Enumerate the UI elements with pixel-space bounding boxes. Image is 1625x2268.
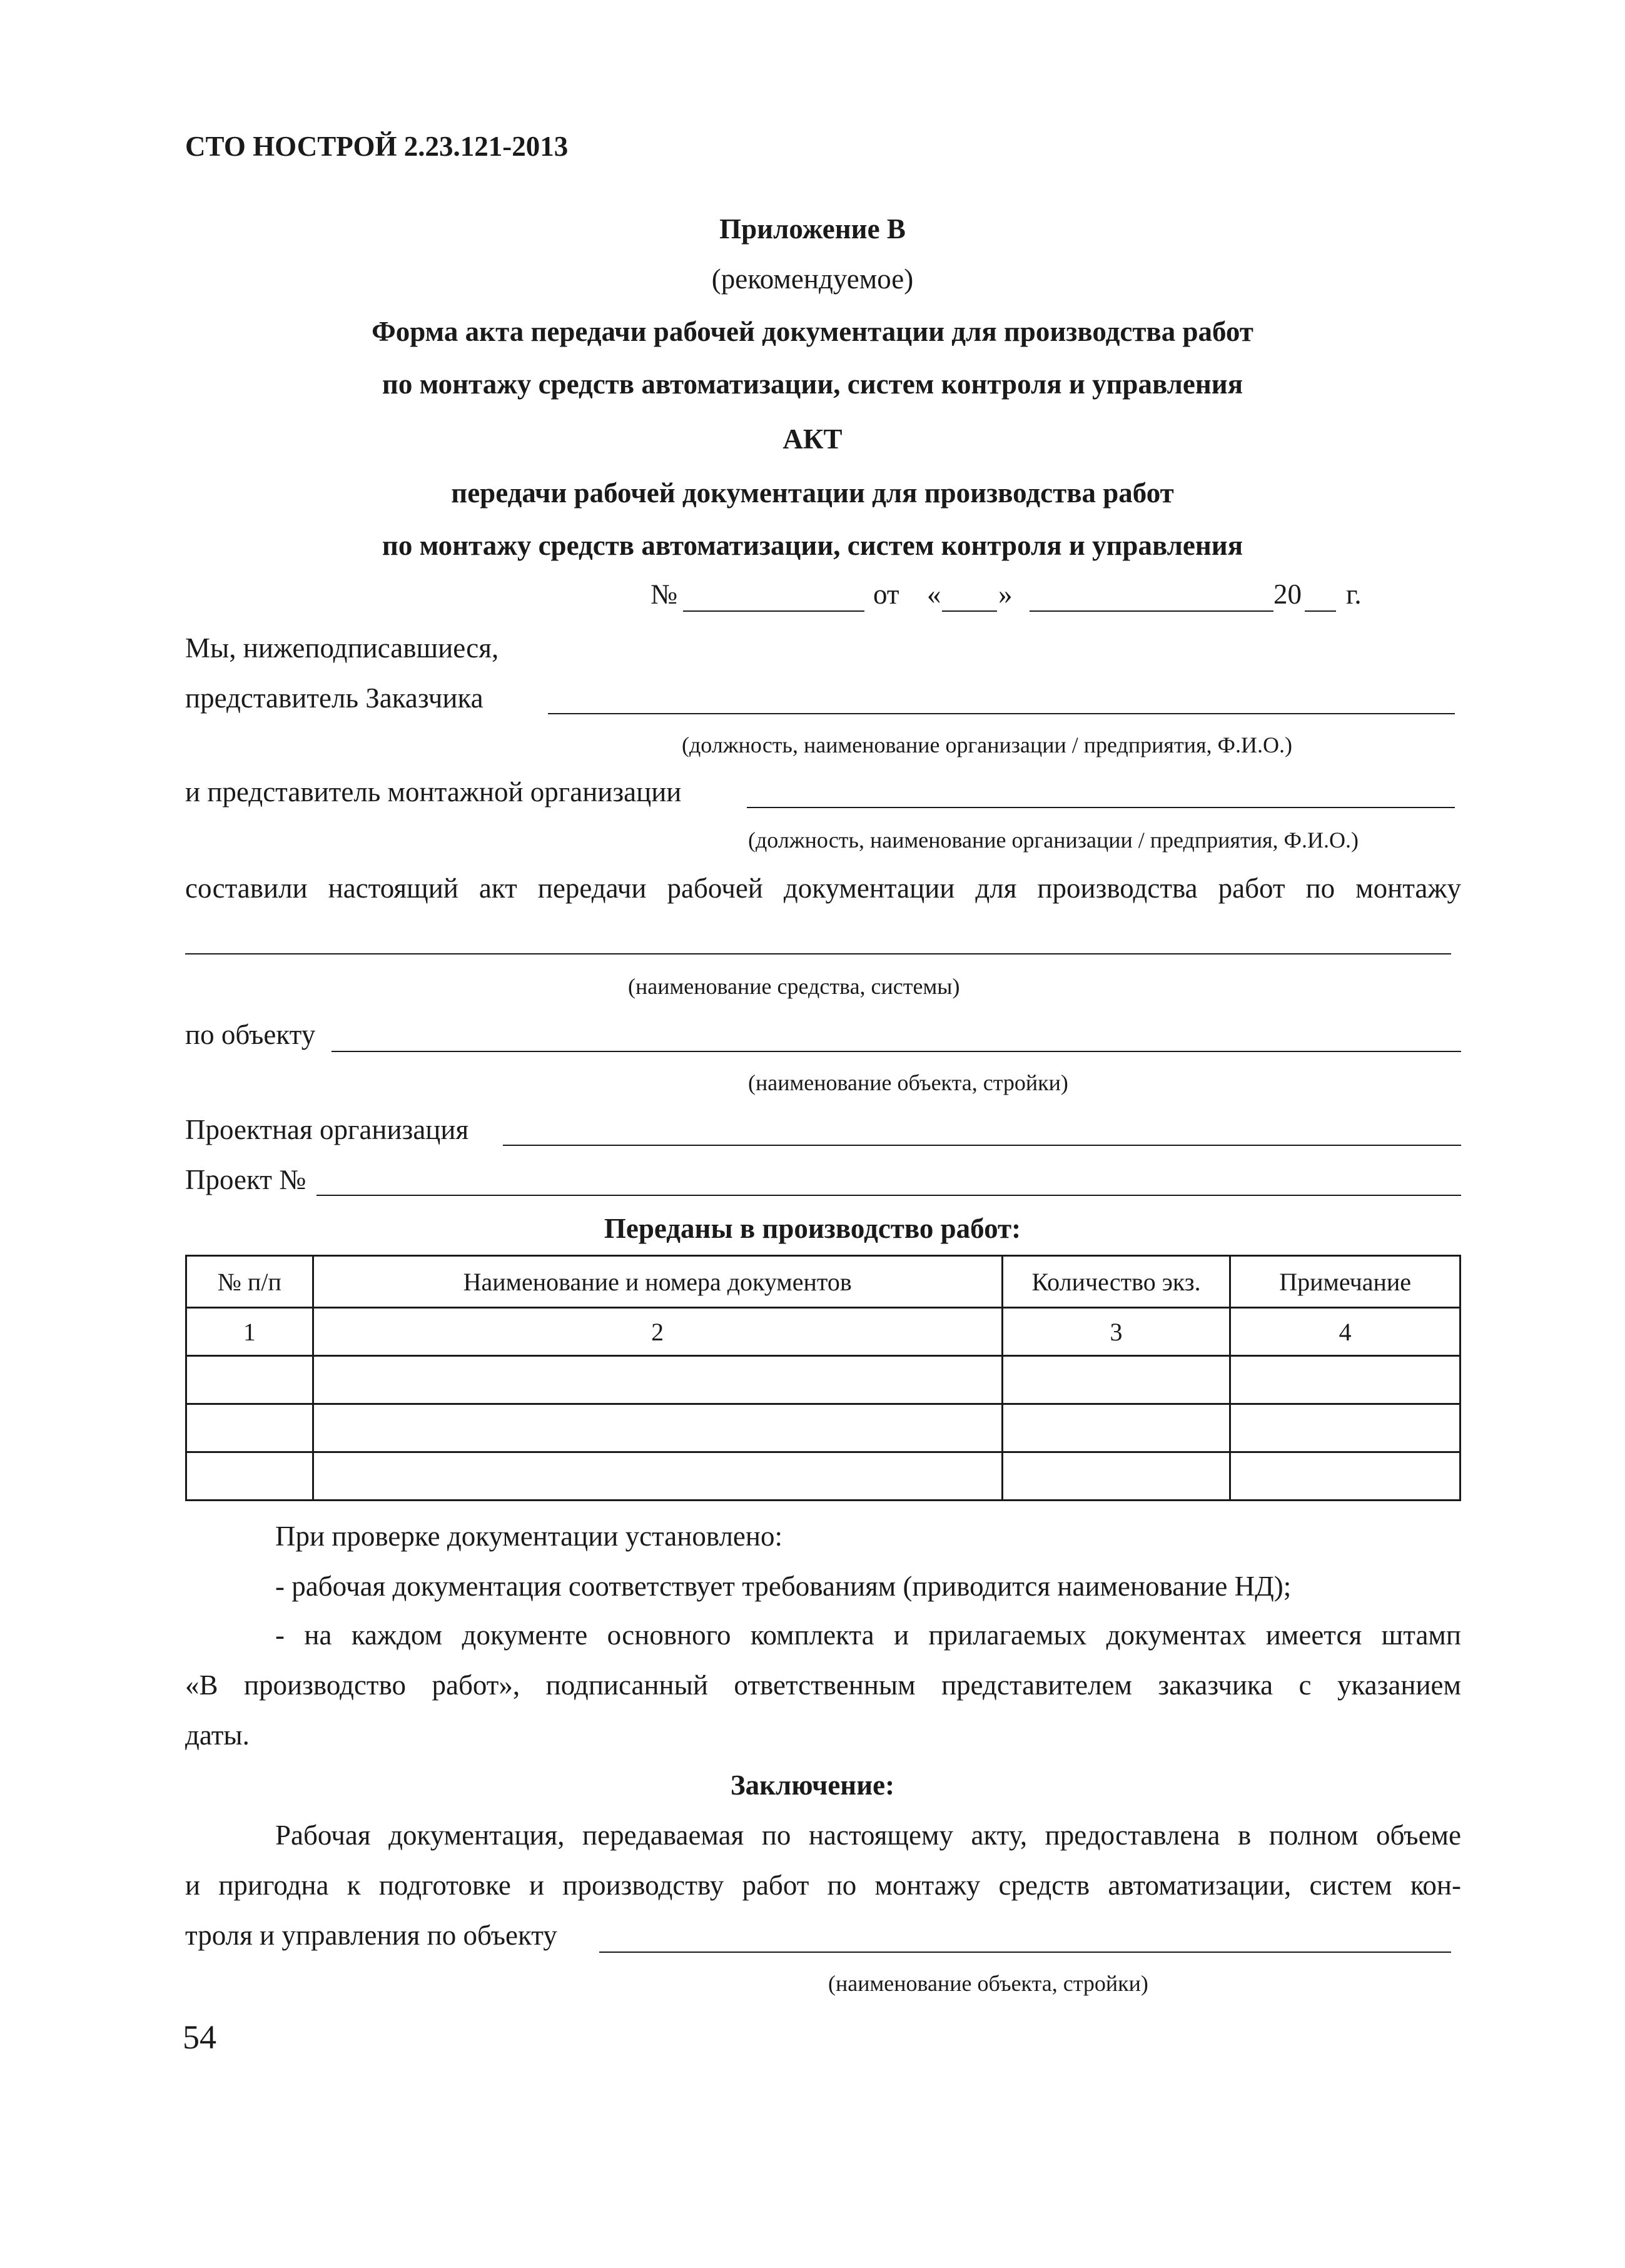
findings-item-2-line-2: «В производство работ», подписанный ответственным представителем заказчика с указанием xyxy=(185,1669,1461,1701)
conclusion-title: Заключение: xyxy=(730,1769,895,1801)
composed-text: составили настоящий акт передачи рабочей документации для производства работ по монтажу xyxy=(185,873,1461,904)
design-org-field[interactable] xyxy=(503,1145,1461,1146)
design-org-label: Проектная организация xyxy=(185,1114,469,1145)
appendix-status: (рекомендуемое) xyxy=(711,263,914,295)
header-copies: Количество экз. xyxy=(1002,1256,1230,1308)
date-quote-open: « xyxy=(927,579,941,610)
table-cell[interactable] xyxy=(186,1404,313,1452)
we-signed-text: Мы, нижеподписавшиеся, xyxy=(185,632,499,664)
findings-item-1: - рабочая документация соответствует требованиям (приводится наименование НД); xyxy=(275,1571,1292,1602)
appendix-title: Приложение В xyxy=(719,213,906,245)
column-number-1: 1 xyxy=(186,1308,313,1356)
header-note: Примечание xyxy=(1230,1256,1460,1308)
conclusion-line-1: Рабочая документация, передаваемая по настоящему акту, предоставлена в полном объеме xyxy=(275,1820,1461,1851)
findings-item-2-line-3: даты. xyxy=(185,1719,250,1751)
findings-intro: При проверке документации установлено: xyxy=(275,1521,782,1552)
installer-rep-label: и представитель монтажной организации xyxy=(185,776,682,807)
table-title: Переданы в производство работ: xyxy=(604,1213,1021,1244)
table-cell[interactable] xyxy=(1230,1356,1460,1404)
date-month-field[interactable] xyxy=(1030,610,1273,612)
act-number-field[interactable] xyxy=(683,610,864,612)
standard-code: СТО НОСТРОЙ 2.23.121-2013 xyxy=(185,131,569,162)
installer-rep-field[interactable] xyxy=(747,807,1455,808)
page-number: 54 xyxy=(183,2018,216,2056)
act-subtitle-line-1: передачи рабочей документации для производства работ xyxy=(451,477,1174,509)
date-day-field[interactable] xyxy=(942,610,997,612)
table-row xyxy=(186,1356,1460,1404)
table-cell[interactable] xyxy=(1230,1452,1460,1501)
table-cell[interactable] xyxy=(1230,1404,1460,1452)
form-title-line-1: Форма акта передачи рабочей документации для производства работ xyxy=(372,316,1253,347)
date-from-label: от xyxy=(873,579,899,610)
object-field[interactable] xyxy=(332,1051,1461,1052)
table-header-row xyxy=(186,1256,1460,1308)
date-quote-close: » xyxy=(998,579,1013,610)
table-cell[interactable] xyxy=(186,1356,313,1404)
act-subtitle-line-2: по монтажу средств автоматизации, систем контроля и управления xyxy=(382,530,1243,561)
conclusion-object-field[interactable] xyxy=(599,1952,1451,1953)
customer-rep-field[interactable] xyxy=(548,713,1455,714)
column-number-3: 3 xyxy=(1002,1308,1230,1356)
customer-rep-label: представитель Заказчика xyxy=(185,682,483,714)
table-cell[interactable] xyxy=(1002,1356,1230,1404)
column-number-row xyxy=(186,1308,1460,1356)
means-system-hint: (наименование средства, системы) xyxy=(628,974,960,999)
column-number-4: 4 xyxy=(1230,1308,1460,1356)
table-cell[interactable] xyxy=(186,1452,313,1501)
date-year-suffix: г. xyxy=(1346,579,1362,610)
conclusion-line-3: троля и управления по объекту xyxy=(185,1920,557,1951)
act-number-sign: № xyxy=(651,579,677,610)
object-label: по объекту xyxy=(185,1019,316,1050)
object-hint: (наименование объекта, стройки) xyxy=(748,1070,1068,1095)
documents-table xyxy=(185,1255,1461,1501)
findings-item-2-line-1: - на каждом документе основного комплекта и прилагаемых документах имеется штамп xyxy=(275,1619,1461,1651)
conclusion-line-2: и пригодна к подготовке и производству работ по монтажу средств автоматизации, систем кон- xyxy=(185,1870,1461,1901)
customer-rep-hint: (должность, наименование организации / предприятия, Ф.И.О.) xyxy=(682,732,1292,757)
header-number: № п/п xyxy=(186,1256,313,1308)
conclusion-object-hint: (наименование объекта, стройки) xyxy=(828,1971,1148,1996)
form-title-line-2: по монтажу средств автоматизации, систем контроля и управления xyxy=(382,368,1243,400)
column-number-2: 2 xyxy=(313,1308,1002,1356)
means-system-field[interactable] xyxy=(185,953,1451,954)
table-cell[interactable] xyxy=(313,1452,1002,1501)
installer-rep-hint: (должность, наименование организации / предприятия, Ф.И.О.) xyxy=(748,828,1359,853)
project-number-field[interactable] xyxy=(316,1195,1461,1196)
date-year-prefix: 20 xyxy=(1273,579,1302,610)
table-cell[interactable] xyxy=(1002,1404,1230,1452)
act-heading: АКТ xyxy=(782,423,843,455)
project-number-label: Проект № xyxy=(185,1164,306,1195)
date-year-field[interactable] xyxy=(1305,610,1336,612)
table-cell[interactable] xyxy=(313,1356,1002,1404)
table-row xyxy=(186,1452,1460,1501)
table-cell[interactable] xyxy=(1002,1452,1230,1501)
table-row xyxy=(186,1404,1460,1452)
table-cell[interactable] xyxy=(313,1404,1002,1452)
header-doc-name: Наименование и номера документов xyxy=(313,1256,1002,1308)
